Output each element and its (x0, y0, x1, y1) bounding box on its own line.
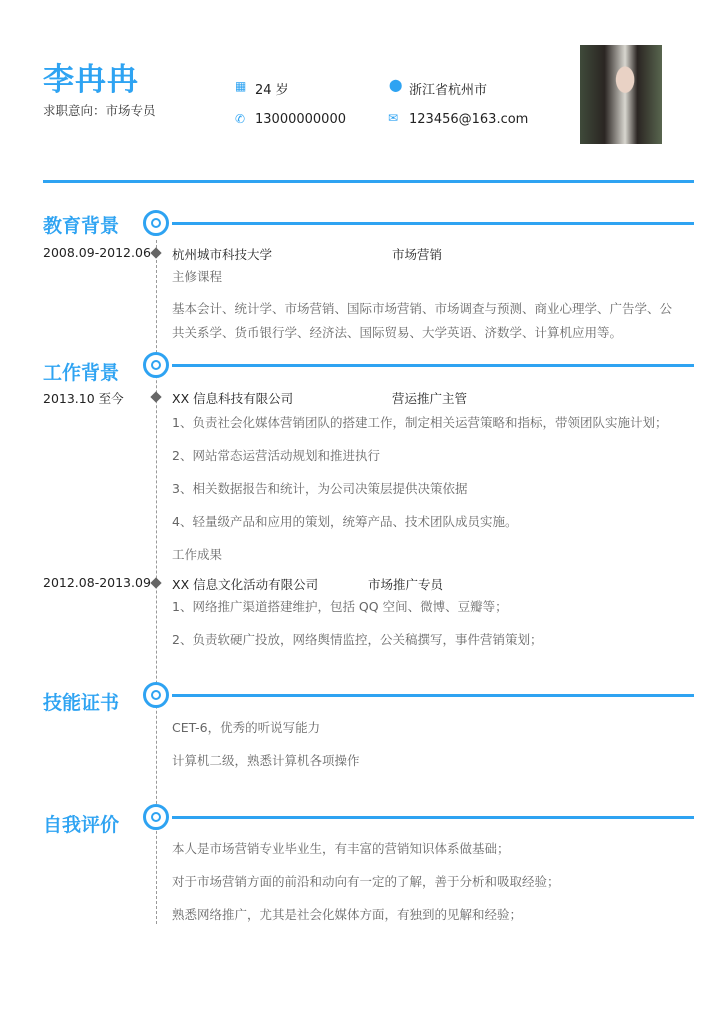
section-divider (172, 222, 694, 225)
job-role: 市场推广专员 (368, 577, 444, 592)
section-circle-icon (143, 682, 169, 708)
location: 浙江省杭州市 (409, 83, 488, 98)
header-divider (43, 180, 694, 183)
section-title-skills: 技能证书 (43, 692, 120, 714)
job-intent: 求职意向：市场专员 (43, 103, 156, 118)
phone: 13000000000 (255, 112, 346, 127)
courses-label: 主修课程 (172, 269, 223, 284)
job-date: 2012.08-2013.09 (43, 575, 151, 590)
diamond-icon (150, 577, 161, 588)
age: 24 岁 (255, 83, 289, 98)
diamond-icon (150, 391, 161, 402)
job-item: 工作成果 (172, 547, 223, 562)
job-item: 2、网站常态运营活动规划和推进执行 (172, 448, 380, 463)
section-title-education: 教育背景 (43, 215, 120, 237)
profile-photo (580, 45, 662, 144)
section-divider (172, 694, 694, 697)
job-item: 1、网络推广渠道搭建维护，包括 QQ 空间、微博、豆瓣等； (172, 599, 508, 614)
mail-icon: ✉ (388, 111, 399, 125)
section-divider (172, 816, 694, 819)
job-company: XX 信息文化活动有限公司 (172, 577, 319, 592)
calendar-icon: ▦ (235, 79, 247, 93)
edu-school: 杭州城市科技大学 (172, 247, 273, 262)
section-divider (172, 364, 694, 367)
job-item: 2、负责软硬广投放，网络舆情监控，公关稿撰写，事件营销策划； (172, 632, 543, 647)
section-title-self: 自我评价 (43, 814, 120, 836)
section-circle-icon (143, 210, 169, 236)
section-title-work: 工作背景 (43, 362, 120, 384)
job-company: XX 信息科技有限公司 (172, 391, 294, 406)
job-role: 营运推广主管 (392, 391, 468, 406)
diamond-icon (150, 247, 161, 258)
job-item: 1、负责社会化媒体营销团队的搭建工作，制定相关运营策略和指标，带领团队实施计划； (172, 415, 668, 430)
self-item: 熟悉网络推广，尤其是社会化媒体方面，有独到的见解和经验； (172, 907, 523, 922)
email: 123456@163.com (409, 112, 529, 127)
courses-line: 基本会计、统计学、市场营销、国际市场营销、市场调查与预测、商业心理学、广告学、公 (172, 301, 673, 316)
candidate-name: 李冉冉 (43, 62, 139, 98)
skill-item: 计算机二级，熟悉计算机各项操作 (172, 753, 360, 768)
location-pin-icon: ⬤ (389, 78, 403, 92)
section-circle-icon (143, 352, 169, 378)
courses-line: 共关系学、货币银行学、经济法、国际贸易、大学英语、济数学、计算机应用等。 (172, 325, 623, 340)
self-item: 对于市场营销方面的前沿和动向有一定的了解，善于分析和吸取经验； (172, 874, 560, 889)
job-item: 3、相关数据报告和统计，为公司决策层提供决策依据 (172, 481, 468, 496)
job-date: 2013.10 至今 (43, 391, 124, 406)
self-item: 本人是市场营销专业毕业生，有丰富的营销知识体系做基础； (172, 841, 510, 856)
skill-item: CET-6，优秀的听说写能力 (172, 720, 321, 735)
edu-date: 2008.09-2012.06 (43, 245, 151, 260)
phone-icon: ✆ (235, 112, 246, 126)
section-circle-icon (143, 804, 169, 830)
job-item: 4、轻量级产品和应用的策划，统筹产品、技术团队成员实施。 (172, 514, 518, 529)
edu-major: 市场营销 (392, 247, 443, 262)
